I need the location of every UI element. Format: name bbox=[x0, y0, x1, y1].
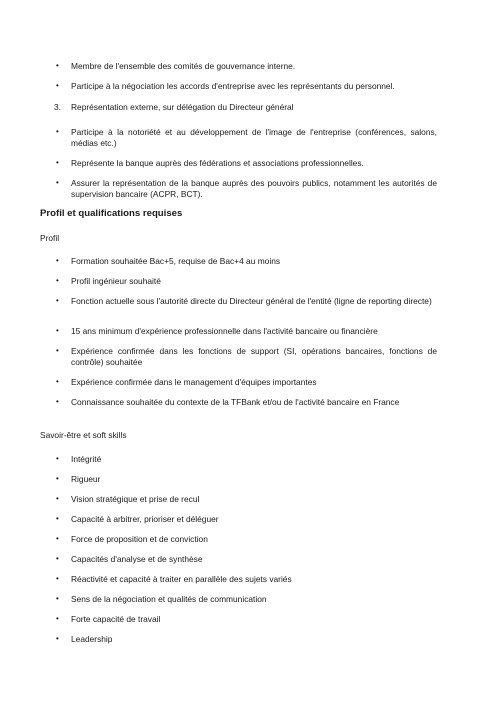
list-item: Capacité à arbitrer, prioriser et déléguer bbox=[71, 514, 219, 524]
subsection-label: Savoir-être et soft skills bbox=[40, 430, 127, 440]
list-item: Connaissance souhaitée du contexte de la TFBank et/ou de l'activité bancaire en France bbox=[71, 397, 400, 407]
bullet-icon: • bbox=[56, 574, 59, 583]
bullet-icon: • bbox=[56, 614, 59, 623]
list-item: Sens de la négociation et qualités de communication bbox=[71, 594, 267, 604]
list-item: Profil ingénieur souhaité bbox=[71, 276, 161, 286]
bullet-icon: • bbox=[56, 296, 59, 305]
bullet-icon: • bbox=[56, 474, 59, 483]
section-heading: Profil et qualifications requises bbox=[40, 208, 183, 219]
bullet-icon: • bbox=[56, 127, 59, 136]
bullet-icon: • bbox=[56, 594, 59, 603]
bullet-icon: • bbox=[56, 534, 59, 543]
subsection-label: Profil bbox=[40, 233, 60, 243]
list-item: Force de proposition et de conviction bbox=[71, 534, 208, 544]
list-item: Réactivité et capacité à traiter en parallèle des sujets variés bbox=[71, 574, 292, 584]
list-item: Assurer la représentation de la banque auprès des pouvoirs publics, notamment les autorités de supervision bancaire (ACPR, BCT). bbox=[71, 178, 437, 199]
bullet-icon: • bbox=[56, 346, 59, 355]
section-number: 3. bbox=[54, 102, 61, 112]
list-item: Représente la banque auprès des fédérations et associations professionnelles. bbox=[71, 158, 364, 168]
bullet-icon: • bbox=[56, 634, 59, 643]
bullet-icon: • bbox=[56, 61, 59, 70]
list-item: Fonction actuelle sous l'autorité directe du Directeur général de l'entité (ligne de reporting directe) bbox=[71, 296, 432, 306]
bullet-icon: • bbox=[56, 256, 59, 265]
list-item: Vision stratégique et prise de recul bbox=[71, 494, 200, 504]
list-item: Intégrité bbox=[71, 454, 102, 464]
list-item: Participe à la notoriété et au développement de l'image de l'entreprise (conférences, salons, médias etc.) bbox=[71, 127, 437, 148]
list-item: Rigueur bbox=[71, 474, 101, 484]
list-item: Expérience confirmée dans le management d'équipes importantes bbox=[71, 377, 317, 387]
bullet-icon: • bbox=[56, 178, 59, 187]
bullet-icon: • bbox=[56, 397, 59, 406]
bullet-icon: • bbox=[56, 494, 59, 503]
bullet-icon: • bbox=[56, 158, 59, 167]
bullet-icon: • bbox=[56, 554, 59, 563]
list-item: Participe à la négociation les accords d'entreprise avec les représentants du personnel. bbox=[71, 81, 395, 91]
list-item: Forte capacité de travail bbox=[71, 614, 161, 624]
bullet-icon: • bbox=[56, 326, 59, 335]
list-item: Membre de l'ensemble des comités de gouvernance interne. bbox=[71, 61, 296, 71]
list-item: 15 ans minimum d'expérience professionnelle dans l'activité bancaire ou financière bbox=[71, 326, 378, 336]
section-title: Représentation externe, sur délégation du Directeur général bbox=[71, 102, 294, 112]
bullet-icon: • bbox=[56, 454, 59, 463]
list-item: Formation souhaitée Bac+5, requise de Bac+4 au moins bbox=[71, 256, 281, 266]
bullet-icon: • bbox=[56, 377, 59, 386]
list-item: Expérience confirmée dans les fonctions de support (SI, opérations bancaires, fonctions de contrôle) souhaitée bbox=[71, 346, 437, 367]
bullet-icon: • bbox=[56, 276, 59, 285]
bullet-icon: • bbox=[56, 514, 59, 523]
bullet-icon: • bbox=[56, 81, 59, 90]
list-item: Capacités d'analyse et de synthèse bbox=[71, 554, 203, 564]
list-item: Leadership bbox=[71, 634, 113, 644]
